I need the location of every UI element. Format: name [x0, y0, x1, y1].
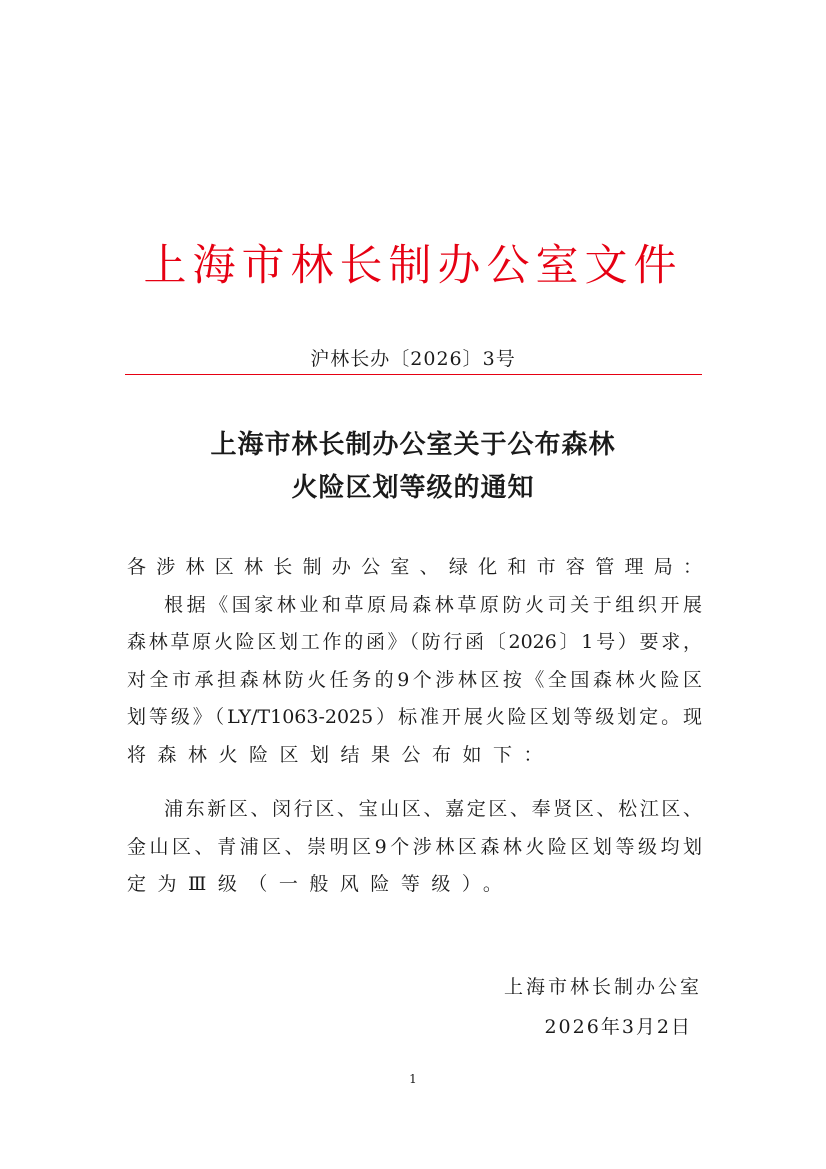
issuer-signature: 上海市林长制办公室: [503, 976, 702, 998]
page-number: 1: [409, 1072, 417, 1086]
red-divider: [125, 374, 702, 375]
paragraph1-line: 划等级》（LY/T1063-2025）标准开展火险区划等级划定。现: [127, 706, 702, 728]
salutation: 各涉林区林长制办公室、绿化和市容管理局：: [127, 556, 702, 578]
paragraph1-line: 将森林火险区划结果公布如下：: [127, 744, 555, 766]
paragraph2-line: 金山区、青浦区、崇明区9个涉林区森林火险区划等级均划: [127, 836, 702, 858]
document-title: 上海市林长制办公室文件: [143, 241, 683, 291]
paragraph1-line: 森林草原火险区划工作的函》（防行函〔2026〕1号）要求，: [127, 631, 702, 653]
document-number: 沪林长办〔2026〕3号: [310, 348, 516, 370]
paragraph1-line: 对全市承担森林防火任务的9个涉林区按《全国森林火险区: [127, 669, 702, 691]
paragraph1-line: 根据《国家林业和草原局森林草原防火司关于组织开展: [164, 594, 702, 616]
notice-heading-line2: 火险区划等级的通知: [291, 473, 535, 503]
issue-date: 2026年3月2日: [544, 1016, 692, 1038]
paragraph2-line: 定为Ⅲ级（一般风险等级）。: [127, 873, 514, 895]
paragraph2-line: 浦东新区、闵行区、宝山区、嘉定区、奉贤区、松江区、: [164, 798, 702, 820]
notice-heading-line1: 上海市林长制办公室关于公布森林: [210, 430, 616, 460]
